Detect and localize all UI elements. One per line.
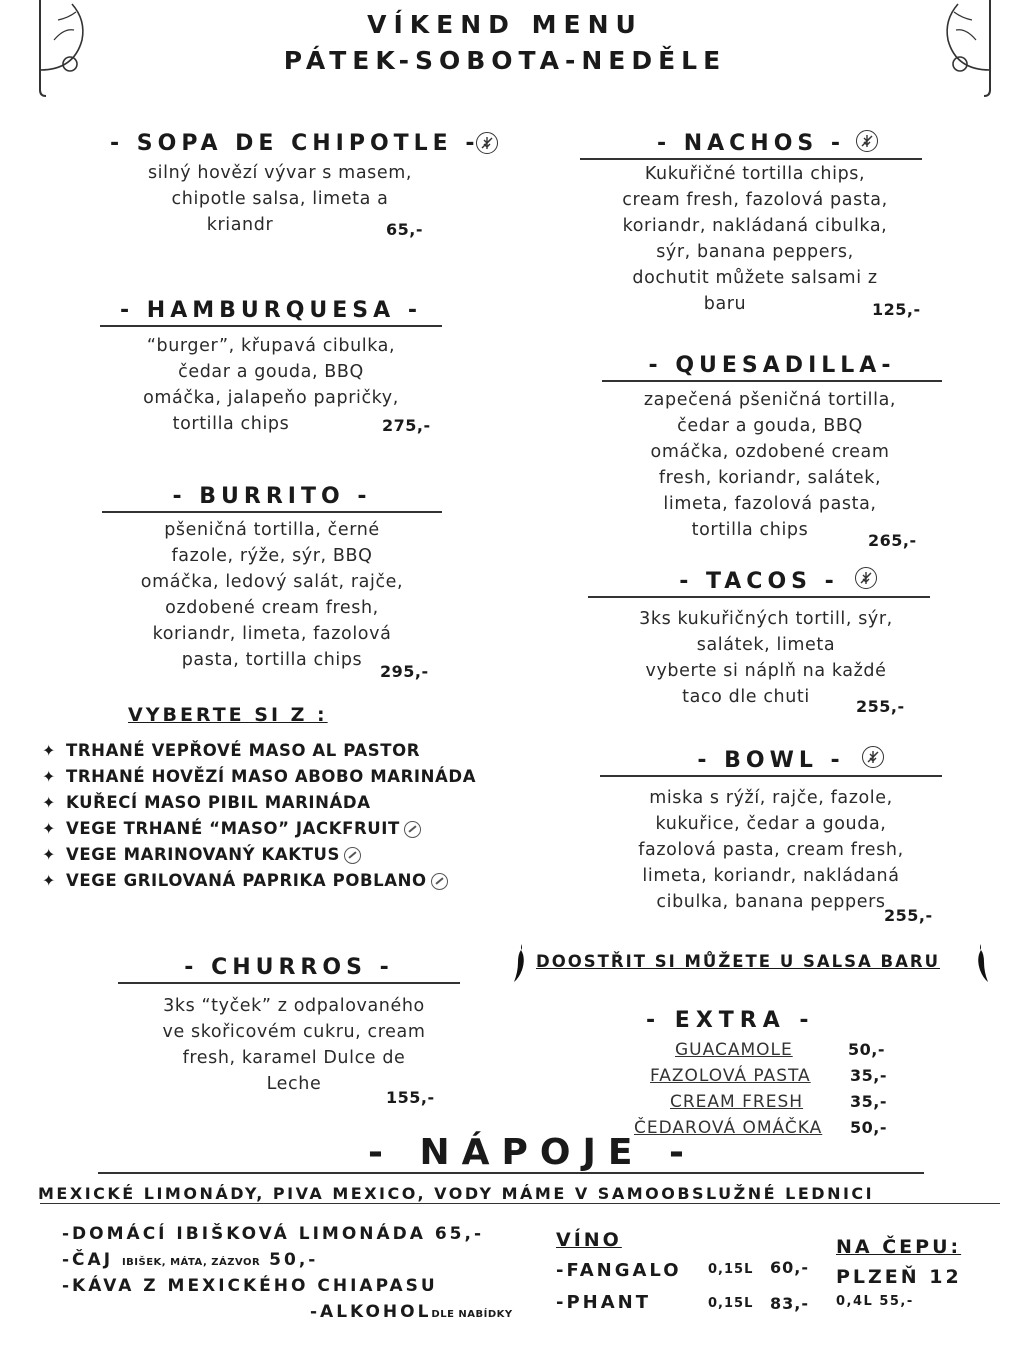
extra-row: ČEDAROVÁ OMÁČKA [634,1118,823,1138]
extra-price: 50,- [848,1040,885,1059]
list-item: ✦ VEGE TRHANÉ “MASO” JACKFRUIT [38,816,476,842]
drinks-divider [98,1172,924,1174]
extra-row: FAZOLOVÁ PASTA [650,1066,811,1086]
drink-kava: -KÁVA Z MEXICKÉHO CHIAPASU [62,1276,438,1296]
item-desc: miska s rýží, rajče, fazole, kukuřice, čedar a gouda, fazolová pasta, cream fresh, limeta, koriandr, nakládaná cibulka, banana peppers [638,788,904,912]
gluten-free-icon [856,130,878,152]
list-item: ✦ TRHANÉ VEPŘOVÉ MASO AL PASTOR [38,738,476,764]
item-price: 125,- [872,300,921,319]
star-bullet-icon: ✦ [41,819,56,838]
list-item: ✦ TRHANÉ HOVĚZÍ MASO ABOBO MARINÁDA [38,764,476,790]
wine-volume: 0,15L [708,1262,754,1277]
item-desc: Kukuřičné tortilla chips, cream fresh, fazolová pasta, koriandr, nakládaná cibulka, sýr, banana peppers, dochutit můžete salsami z baru [622,164,888,314]
item-price: 255,- [884,906,933,925]
menu-title: VÍKEND MENU [367,10,643,39]
wine-price: 83,- [770,1294,809,1313]
salsa-bar-note: DOOSTŘIT SI MŮŽETE U SALSA BARU [536,952,940,971]
item-price: 275,- [382,416,431,435]
chili-pepper-icon [512,942,528,984]
vegan-icon [431,873,448,890]
vegan-icon [404,821,421,838]
tap-detail: 0,4L 55,- [836,1294,914,1309]
item-price: 295,- [380,662,429,681]
chili-pepper-icon [974,942,990,984]
wine-row: -PHANT [556,1292,652,1313]
item-price: 265,- [868,531,917,550]
extra-row: GUACAMOLE [675,1040,793,1060]
item-title: - TACOS - [588,569,930,598]
wine-row: -FANGALO [556,1260,682,1281]
item-price: 155,- [386,1088,435,1107]
drinks-subtitle: MEXICKÉ LIMONÁDY, PIVA MEXICO, VODY MÁME V SAMOOBSLUŽNÉ LEDNICI [38,1184,875,1203]
item-title: - NACHOS - [580,131,922,160]
item-title: - CHURROS - [118,955,460,984]
item-desc: “burger”, křupavá cibulka, čedar a gouda, BBQ omáčka, jalapeňo papričky, tortilla chips [143,336,399,434]
gluten-free-icon [476,132,498,154]
item-title: - HAMBURQUESA - [100,298,442,327]
item-price: 255,- [856,697,905,716]
list-item: ✦ VEGE MARINOVANÝ KAKTUS [38,842,476,868]
gluten-free-icon [862,746,884,768]
item-title: - SOPA DE CHIPOTLE - [110,131,480,156]
extra-row: CREAM FRESH [670,1092,804,1112]
item-desc: zapečená pšeničná tortilla, čedar a gouda, BBQ omáčka, ozdobené cream fresh, koriandr, salátek, limeta, fazolová pasta, tortilla chips [643,390,897,540]
star-bullet-icon: ✦ [41,741,56,760]
item-desc: 3ks “tyček” z odpalovaného ve skořicovém cukru, cream fresh, karamel Dulce de Leche [162,996,426,1094]
item-desc: 3ks kukuřičných tortill, sýr, salátek, limeta vyberte si náplň na každé taco dle chuti [639,609,893,707]
wine-price: 60,- [770,1258,809,1277]
wine-title: VÍNO [556,1229,622,1251]
extra-title: - EXTRA - [646,1008,815,1033]
item-desc: pšeničná tortilla, černé fazole, rýže, sýr, BBQ omáčka, ledový salát, rajče, ozdobené cream fresh, koriandr, limeta, fazolová pasta, tortilla chips [140,520,404,670]
extra-price: 35,- [850,1066,887,1085]
list-item: ✦ VEGE GRILOVANÁ PAPRIKA POBLANO [38,868,476,894]
tap-title: NA ČEPU: [836,1236,962,1258]
menu-days: PÁTEK-SOBOTA-NEDĚLE [283,46,727,75]
star-bullet-icon: ✦ [41,767,56,786]
filling-options [38,738,476,894]
star-bullet-icon: ✦ [41,845,56,864]
item-title: - BURRITO - [102,484,442,513]
wine-volume: 0,15L [708,1296,754,1311]
item-price: 65,- [386,220,423,239]
list-item: ✦ KUŘECÍ MASO PIBIL MARINÁDA [38,790,476,816]
choose-title: VYBERTE SI Z : [128,704,328,726]
drinks-title: - NÁPOJE - [368,1132,696,1173]
drink-alkohol: -ALKOHOLDLE NABÍDKY [310,1302,513,1322]
extra-price: 35,- [850,1092,887,1111]
gluten-free-icon [855,567,877,589]
vegan-icon [344,847,361,864]
item-title: - QUESADILLA- [602,353,942,382]
drink-caj: -ČAJ IBIŠEK, MÁTA, ZÁZVOR 50,- [62,1250,319,1270]
extra-price: 50,- [850,1118,887,1137]
drink-ibiskus: -DOMÁCÍ IBIŠKOVÁ LIMONÁDA 65,- [62,1224,485,1244]
star-bullet-icon: ✦ [41,793,56,812]
tap-beer: PLZEŇ 12 [836,1266,962,1288]
item-desc: silný hovězí vývar s masem, chipotle salsa, limeta a kriandr [147,163,413,235]
star-bullet-icon: ✦ [41,871,56,890]
item-title: - BOWL - [600,748,942,777]
drinks-subtitle-line [40,1203,1000,1204]
